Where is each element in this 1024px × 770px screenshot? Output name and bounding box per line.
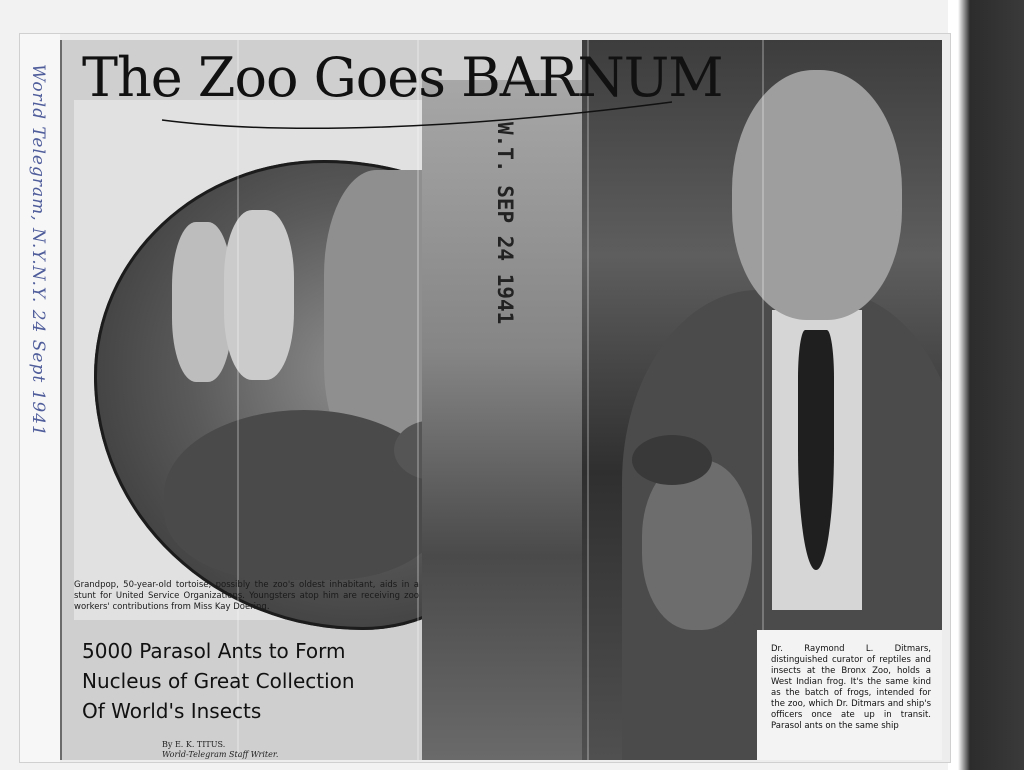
byline-author: By E. K. TITUS.: [162, 740, 226, 749]
tie-figure: [798, 330, 834, 570]
subheadline-line: Nucleus of Great Collection: [82, 669, 355, 693]
frog-figure: [632, 435, 712, 485]
subheadline: [82, 636, 422, 726]
clipping-margin: [20, 34, 60, 762]
child-figure: [224, 210, 294, 380]
handwritten-source-note: World Telegram, N.Y.N.Y. 24 Sept 1941: [28, 64, 48, 437]
byline: [162, 740, 278, 759]
ditmars-photo-caption: Dr. Raymond L. Ditmars, distinguished curator of reptiles and insects at the Bronx Zoo, holds a West Indian frog. It's the same kind as the batch of frogs, intended for the zoo, which Dr. Ditmars and ship's officers once ate up in transit. Parasol ants on the same ship: [771, 644, 931, 731]
subheadline-line: 5000 Parasol Ants to Form: [82, 639, 346, 663]
tortoise-photo-caption: Grandpop, 50-year-old tortoise, possibly the zoo's oldest inhabitant, aids in a stunt for United Service Organizations. Youngsters atop him are receiving zoo workers' contributions from Miss Kay Doering.: [74, 580, 419, 612]
subheadline-line: Of World's Insects: [82, 699, 262, 723]
newspaper-clipping: [20, 34, 950, 762]
paper-fold-line: [587, 40, 589, 760]
headline: The Zoo Goes BARNUM: [82, 46, 723, 109]
date-stamp: W.T. SEP 24 1941: [493, 122, 517, 325]
head-figure: [732, 70, 902, 320]
printed-page: [60, 40, 942, 760]
child-figure: [172, 222, 232, 382]
hand-figure: [642, 460, 752, 630]
scanner-edge-shadow: [948, 0, 1024, 770]
headline-swash-ornament: [157, 90, 677, 130]
byline-title: World-Telegram Staff Writer.: [162, 750, 279, 759]
ditmars-caption-box: [757, 630, 942, 760]
